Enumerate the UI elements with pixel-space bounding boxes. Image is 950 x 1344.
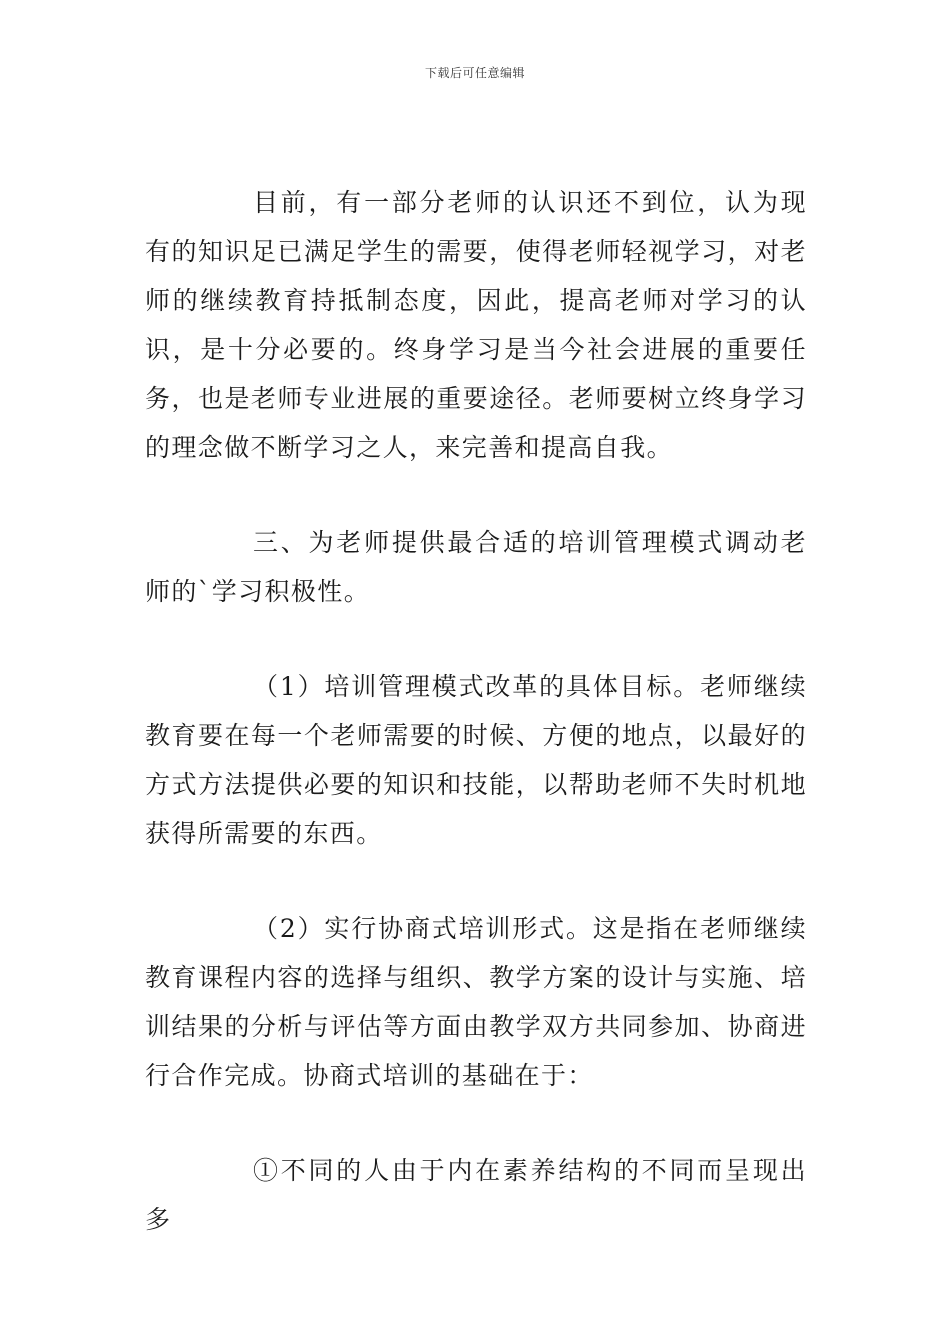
document-body: [145, 178, 807, 1244]
section-heading-three: 三、为老师提供最合适的培训管理模式调动老师的`学习积极性。: [145, 528, 807, 606]
paragraph-spacer: [145, 472, 807, 518]
paragraph-sub-item-1: ①不同的人由于内在素养结构的不同而呈现出多: [145, 1156, 807, 1234]
page-header-note: 下载后可任意编辑: [424, 66, 525, 80]
paragraph-spacer: [145, 1100, 807, 1146]
paragraph-spacer: [145, 858, 807, 904]
paragraph-item-1: （1）培训管理模式改革的具体目标。老师继续教育要在每一个老师需要的时候、方便的地点，以最好的方式方法提供必要的知识和技能，以帮助老师不失时机地获得所需要的东西。: [145, 672, 807, 848]
paragraph-spacer: [145, 616, 807, 662]
paragraph-teacher-awareness: 目前，有一部分老师的认识还不到位，认为现有的知识足已满足学生的需要，使得老师轻视学习，对老师的继续教育持抵制态度，因此，提高老师对学习的认识，是十分必要的。终身学习是当今社会进展的重要任务，也是老师专业进展的重要途径。老师要树立终身学习的理念做不断学习之人，来完善和提高自我。: [145, 188, 807, 462]
paragraph-item-2: （2）实行协商式培训形式。这是指在老师继续教育课程内容的选择与组织、教学方案的设计与实施、培训结果的分析与评估等方面由教学双方共同参加、协商进行合作完成。协商式培训的基础在于：: [145, 914, 807, 1090]
